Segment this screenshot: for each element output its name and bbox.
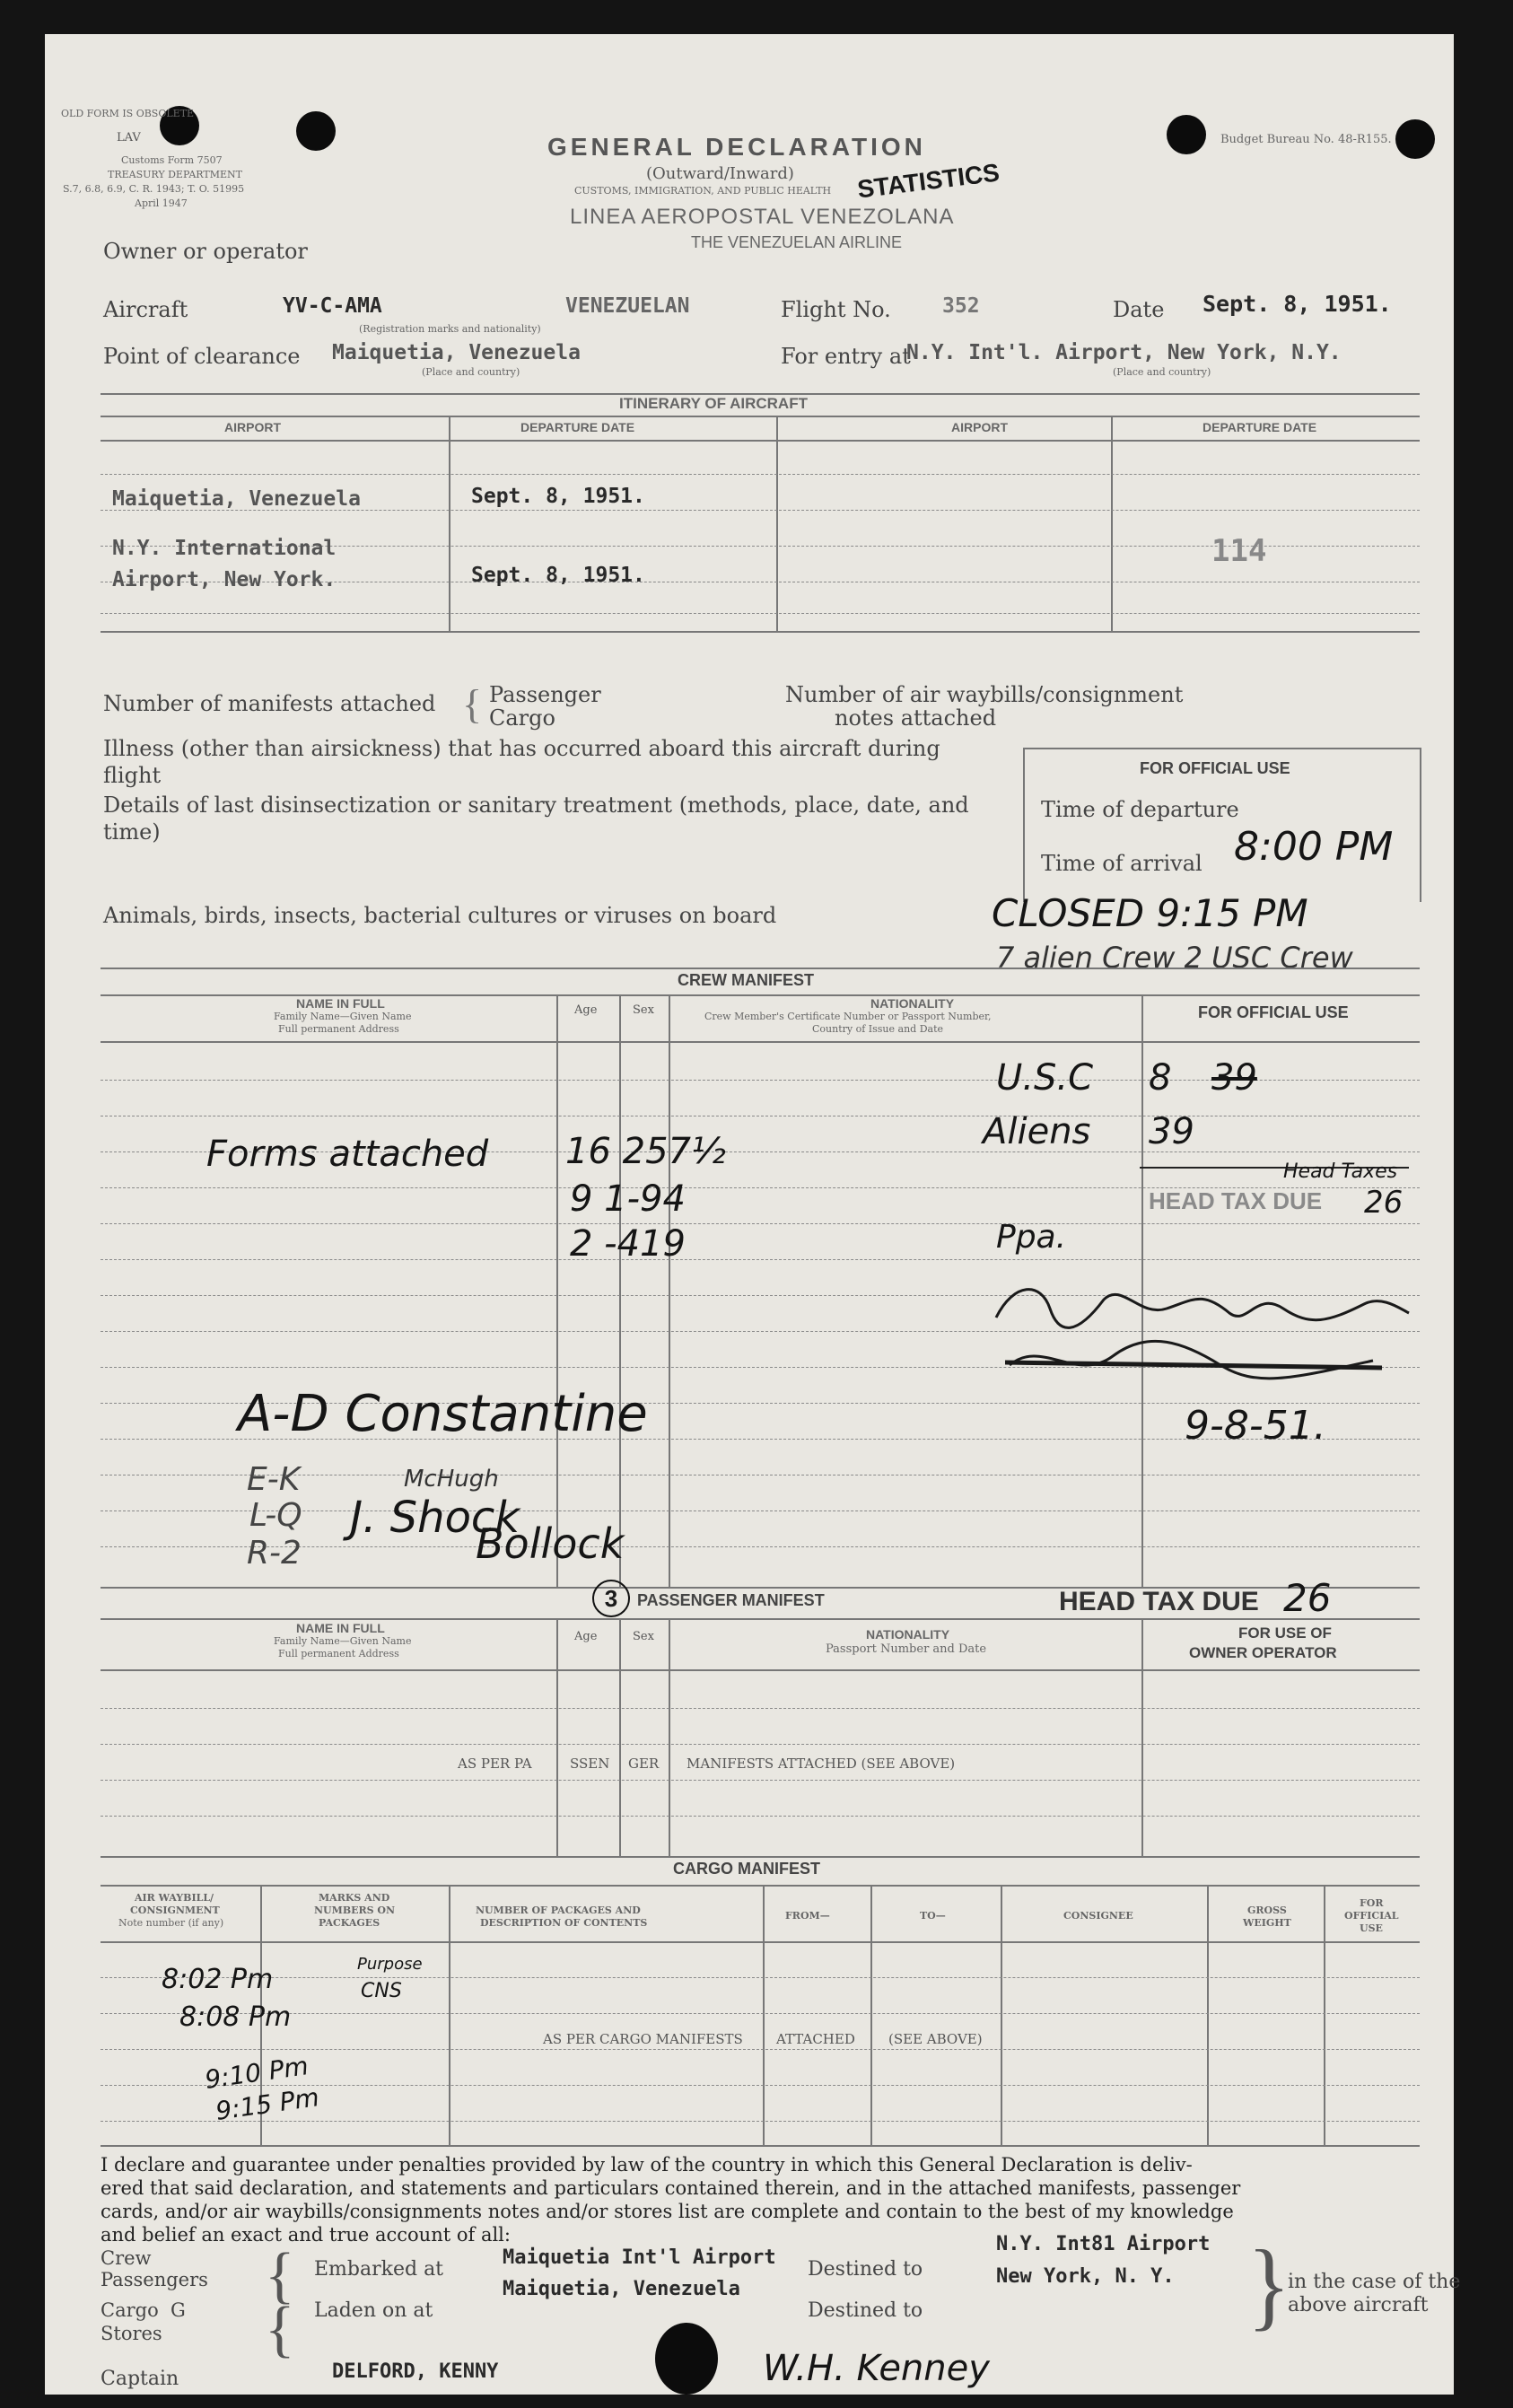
illness-label: Illness (other than airsickness) that has occurred aboard this aircraft during [103,736,940,761]
mchugh-handwritten: McHugh [404,1466,499,1493]
crew-col-nationality: NATIONALITY [870,996,955,1011]
itinerary-row1-airport: Maiquetia, Venezuela [112,487,361,511]
airline-name: LINEA AEROPOSTAL VENEZOLANA [570,205,955,229]
crew-numbers-1: 16 257½ [565,1131,726,1172]
pass-col-owner-2: OWNER OPERATOR [1189,1644,1337,1661]
date-label: Date [1113,297,1165,322]
embarked-value-1: Maiquetia Int'l Airport [503,2246,776,2269]
head-taxes-handwritten: Head Taxes [1283,1160,1398,1183]
date-value: Sept. 8, 1951. [1203,291,1392,317]
manifests-label: Number of manifests attached [103,691,436,716]
crew-col-official: FOR OFFICIAL USE [1198,1003,1349,1021]
aircraft-note: (Registration marks and nationality) [359,323,541,335]
owner-label: Owner or operator [103,239,308,264]
head-tax-due-faint: HEAD TAX DUE [1149,1187,1323,1214]
passenger-ger: GER [628,1756,660,1772]
destined-label-2: Destined to [808,2299,923,2322]
pass-col-name: NAME IN FULL [296,1621,385,1635]
punch-hole [655,2323,718,2395]
pass-col-nationality: NATIONALITY [866,1627,950,1642]
entry-label: For entry at [781,344,911,369]
crew-numbers-3: 2 -419 [570,1223,686,1265]
cargo-col-packages: NUMBER OF PACKAGES AND [476,1905,641,1916]
statistics-stamp: STATISTICS [855,158,1001,204]
ppa-label: Ppa. [996,1219,1067,1256]
captain-signature: W.H. Kenney [763,2348,990,2389]
cargo-label: Cargo [489,705,555,731]
embarked-value-2: Maiquetia, Venezuela [503,2278,740,2300]
punch-hole [1167,115,1206,154]
pass-col-name-3: Full permanent Address [278,1648,399,1659]
pass-col-owner: FOR USE OF [1238,1624,1332,1642]
cargo-col-waybill-2: CONSIGNMENT [130,1905,220,1916]
print-date: April 1947 [135,197,188,209]
form-code: LAV [117,131,141,144]
crew-col-name-3: Full permanent Address [278,1023,399,1035]
crew-col-nationality-3: Country of Issue and Date [812,1023,944,1035]
stamp-number: 114 [1211,533,1267,569]
form-title: GENERAL DECLARATION [547,133,926,161]
cargo-purpose: Purpose [357,1955,423,1974]
entry-value: N.Y. Int'l. Airport, New York, N.Y. [906,341,1342,364]
crew-col-name-2: Family Name—Given Name [274,1011,412,1022]
cargo-col-marks-2: NUMBERS ON [314,1905,396,1916]
stores-label: Stores [101,2323,162,2344]
crew-col-name: NAME IN FULL [296,996,385,1011]
budget-bureau: Budget Bureau No. 48-R155. [1220,133,1392,146]
manifests-attached-see-above: MANIFESTS ATTACHED (SEE ABOVE) [687,1756,956,1772]
cargo-cns: CNS [361,1980,402,2002]
aliens-value: 39 [1149,1111,1194,1152]
declaration-line-4: and belief an exact and true account of all: [101,2224,511,2246]
laden-label: Laden on at [314,2299,433,2322]
cargo-see-above: (SEE ABOVE) [888,2031,983,2047]
flight-label: Flight No. [781,297,891,322]
punch-hole [296,111,336,151]
declaration-line-3: cards, and/or air waybills/consignments notes and/or stores list are complete and contain to the best of my knowledge [101,2201,1234,2222]
crew-manifest-title: CREW MANIFEST [678,971,814,989]
passengers-label: Passengers [101,2269,208,2290]
nationality-value: VENEZUELAN [565,294,690,318]
cargo-col-from: FROM— [785,1910,830,1922]
destined-value-2: New York, N. Y. [996,2265,1175,2288]
cargo-col-official: FOR [1360,1897,1384,1909]
aliens-label: Aliens [983,1111,1091,1152]
clearance-note: (Place and country) [422,366,520,378]
airline-subtitle: THE VENEZUELAN AIRLINE [691,233,903,251]
pass-col-sex: Sex [633,1630,654,1643]
cargo-col-marks: MARKS AND [319,1892,390,1904]
cargo-col-packages-2: DESCRIPTION OF CONTENTS [480,1917,648,1929]
itinerary-row1-date: Sept. 8, 1951. [471,485,645,508]
in-case-label-2: above aircraft [1288,2294,1429,2316]
cargo-time-1: 8:02 Pm [162,1964,274,1995]
cargo-time-3: 9:10 Pm [203,2051,310,2095]
cargo-col-weight: GROSS [1247,1905,1287,1916]
official-use-title: FOR OFFICIAL USE [1140,759,1290,777]
treasury-label: TREASURY DEPARTMENT [108,169,242,180]
in-case-label: in the case of the [1288,2271,1461,2293]
jshock-signature: J. Shock [350,1493,520,1543]
form-subtitle: (Outward/Inward) [646,164,794,183]
time-arrival-label: Time of arrival [1041,851,1203,876]
destined-label-1: Destined to [808,2258,923,2281]
closed-handwritten: CLOSED 9:15 PM [992,891,1308,935]
clearance-label: Point of clearance [103,344,301,369]
as-per-cargo-manifests: AS PER CARGO MANIFESTS [543,2031,743,2047]
aircraft-value: YV-C-AMA [283,294,382,318]
itinerary-departure-header: DEPARTURE DATE [520,420,635,434]
waybills-label: Number of air waybills/consignment [785,682,1184,707]
usc-value: 8 [1149,1057,1172,1099]
customs-form-number: Customs Form 7507 [121,154,223,166]
cargo-time-2: 8:08 Pm [179,2001,292,2033]
passenger-label: Passenger [489,682,601,707]
itinerary-title: ITINERARY OF AIRCRAFT [619,395,808,412]
itinerary-row2-airport: N.Y. International [112,537,337,560]
disinsect-label: Details of last disinsectization or sanitary treatment (methods, place, date, and [103,792,969,818]
crew-numbers-2: 9 1-94 [570,1178,686,1220]
usc-label: U.S.C [996,1057,1094,1099]
itinerary-departure-header-2: DEPARTURE DATE [1203,420,1317,434]
crew-col-sex: Sex [633,1003,654,1017]
regulation-refs: S.7, 6.8, 6.9, C. R. 1943; T. O. 51995 [63,183,245,195]
r2-handwritten: R-2 [247,1535,302,1572]
crew-count-note: 7 alien Crew 2 USC Crew [996,941,1353,975]
aircraft-label: Aircraft [103,297,188,322]
clearance-value: Maiquetia, Venezuela [332,341,581,364]
cargo-col-official-2: OFFICIAL [1344,1910,1399,1922]
destined-value-1: N.Y. Int81 Airport [996,2233,1211,2255]
crew-col-age: Age [574,1003,598,1017]
punch-hole [1395,119,1435,159]
cargo-col-weight-2: WEIGHT [1243,1917,1291,1929]
declaration-form: OLD FORM IS OBSOLETE LAV Customs Form 7507 TREASURY DEPARTMENT S.7, 6.8, 6.9, C. R. 1943; T. O. 51995 April 1947 GENERAL DECLARATION (Outward/Inward) CUSTOMS, IMMIGRATION, AND PUBLIC HEALTH STATISTICS LINEA AEROPOSTAL VENEZOLANA THE VENEZUELAN AIRLINE Budget Bureau No. 48-R155. Owner or operator Aircraft YV-C-AMA (Registration marks and nationality) VENEZUELAN Flight No. 352 Date Sept. 8, 1951. Point of clearance Maiquetia, Venezuela (Place and country) For entry at N.Y. Int'l. Airport, New York, N.Y. (Place and country) ITINERARY OF AIRCRAFT AIRPORT DEPARTURE DATE AIRPORT DEPARTURE DATE Maiquetia, Venezuela Sept. 8, 1951. N.Y. International Airport, New York. Sept. 8, 1951. 114 Number of manifests attached { Passenger Cargo Number of air waybills/consignment notes attached Illness (other than airsickness) that has occurred aboard this aircraft during flight Details of last disinsectization or sanitary treatment (methods, place, date, and time) Animals, birds, insects, bacterial cultures or viruses on board FOR OFFICIAL USE Time of departure Time of arrival 8:00 PM CLOSED 9:15 PM 7 alien Crew 2 USC Crew CREW MANIFEST NAME IN FULL Family Name—Given Name Full permanent Address Age Sex NATIONALITY Crew Member's Certificate Number or Passport Number, Country of Issue and Date FOR OFFICIAL USE Forms attached 16 257½ 9 1-94 2 -419 U.S.C 8 39 Aliens 39 Head Taxes HEAD TAX DUE 26 Ppa. 9-8-51. A-D Constantine E-K McHugh L-Q R-2 J. Shock Bollock 3 PASSENGER MANIFEST HEAD TAX DUE 26 NAME IN FULL Family Name—Given Name Full permanent Address Age Sex NATIONALITY Passport Number and Date FOR USE OF OWNER OPERATOR AS PER PA SSEN GER MANIFESTS ATTACHED (SEE ABOVE) CARGO MANIFEST AIR WAYBILL/ CONSIGNMENT Note number (if any) MARKS AND NUMBERS ON PACKAGES NUMBER OF PACKAGES AND DESCRIPTION OF CONTENTS FROM— TO— CONSIGNEE GROSS WEIGHT FOR OFFICIAL USE 8:02 Pm 8:08 Pm 9:10 Pm 9:15 Pm Purpose CNS AS PER CARGO MANIFESTS ATTACHED (SEE ABOVE) I declare and guarantee under penalties provided by law of the country in which this General Declaration is deliv- ered that said declaration, and statements and particulars contained therein, and in the attached manifests, passenger cards, and/or air waybills/consignments notes and/or stores list are complete and contain to the best of my knowledge and belief an exact and true account of all: Crew Passengers Cargo G Stores { { Embarked at Laden on at Maiquetia Int'l Airport Maiquetia, Venezuela Destined to Destined to N.Y. Int81 Airport New York, N. Y. } in the case of the above aircraft Captain DELFORD, KENNY W.H. Kenney [45,34,1454,2395]
cargo-label-decl: Cargo [101,2299,159,2321]
obsolete-note: OLD FORM IS OBSOLETE [61,108,195,119]
declaration-line-2: ered that said declaration, and statements and particulars contained therein, and in the attached manifests, passenger [101,2177,1241,2199]
cargo-attached: ATTACHED [776,2031,855,2047]
cargo-time-4: 9:15 Pm [214,2082,321,2126]
time-departure-label: Time of departure [1041,797,1239,822]
pass-col-age: Age [574,1630,598,1643]
itinerary-airport-header-2: AIRPORT [951,420,1008,434]
itinerary-row2-airport-2: Airport, New York. [112,568,337,591]
cargo-col-marks-3: PACKAGES [319,1917,380,1929]
cargo-mark: G [171,2299,186,2321]
captain-label: Captain [101,2368,179,2390]
disinsect-label-2: time) [103,819,161,845]
cargo-col-waybill-3: Note number (if any) [118,1917,224,1929]
crew-label: Crew [101,2247,152,2269]
passenger-manifest-title: PASSENGER MANIFEST [637,1591,825,1609]
cargo-col-official-3: USE [1360,1922,1383,1934]
crew-col-nationality-2: Crew Member's Certificate Number or Passport Number, [704,1011,992,1022]
circled-number: 3 [592,1580,630,1617]
illness-label-2: flight [103,763,162,788]
struck-signature [1005,1334,1382,1388]
captain-name: DELFORD, KENNY [332,2360,499,2383]
embarked-label: Embarked at [314,2258,444,2281]
itinerary-airport-header: AIRPORT [224,420,281,434]
ek-handwritten: E-K [247,1461,301,1498]
lq-handwritten: L-Q [249,1497,302,1534]
notes-attached-label: notes attached [835,705,997,731]
cargo-col-consignee: CONSIGNEE [1063,1910,1133,1922]
arrival-time-handwritten: 8:00 PM [1234,824,1394,870]
bollock-signature: Bollock [476,1519,625,1568]
entry-note: (Place and country) [1113,366,1211,378]
agencies-label: CUSTOMS, IMMIGRATION, AND PUBLIC HEALTH [574,185,832,197]
pass-col-nationality-2: Passport Number and Date [826,1642,987,1656]
head-tax-due-value: 26 [1283,1576,1332,1620]
itinerary-row2-date: Sept. 8, 1951. [471,564,645,587]
cargo-col-waybill: AIR WAYBILL/ [135,1892,214,1904]
animals-label: Animals, birds, insects, bacterial cultures or viruses on board [103,903,777,928]
forms-attached-handwritten: Forms attached [206,1134,489,1175]
pass-col-name-2: Family Name—Given Name [274,1635,412,1647]
as-per-passenger: AS PER PA [458,1756,532,1772]
cargo-col-to: TO— [920,1910,946,1922]
flight-value: 352 [942,294,980,318]
head-tax-handwritten: 26 [1364,1185,1404,1221]
cargo-manifest-title: CARGO MANIFEST [673,1860,820,1878]
head-tax-due-stamp: HEAD TAX DUE [1059,1587,1259,1616]
declaration-line-1: I declare and guarantee under penalties provided by law of the country in which this General Declaration is deliv- [101,2154,1193,2176]
usc-struck-value: 39 [1211,1057,1257,1099]
date-handwritten: 9-8-51. [1185,1403,1326,1449]
passenger-ssen: SSEN [570,1756,610,1772]
ad-constantine: A-D Constantine [238,1385,648,1443]
